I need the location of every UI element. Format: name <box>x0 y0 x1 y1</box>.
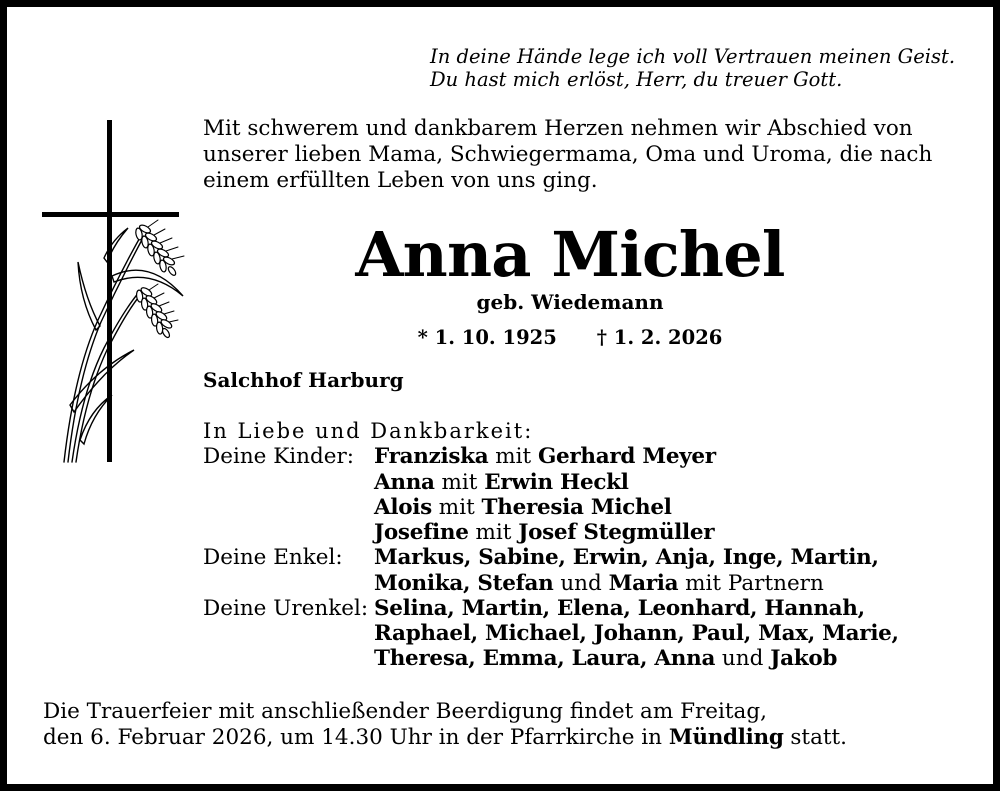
quote-line-1: In deine Hände lege ich voll Vertrauen meinen Geist. <box>430 45 956 68</box>
group-label-great-grandchildren: Deine Urenkel: <box>203 595 369 621</box>
mourner-name: Monika, Stefan <box>374 570 554 596</box>
connector-text: und <box>715 646 771 672</box>
funeral-line-2 <box>43 725 847 751</box>
children-group <box>203 444 963 545</box>
mourner-row <box>203 520 963 545</box>
mourner-row <box>203 621 963 646</box>
grandchildren-group <box>203 545 963 596</box>
funeral-text: Die Trauerfeier mit anschließender Beerdigung findet am Freitag, <box>43 699 767 724</box>
death-date: † 1. 2. 2026 <box>596 326 723 349</box>
connector-text: und <box>553 570 609 596</box>
connector-text: mit Partnern <box>678 570 824 596</box>
mourner-line <box>374 495 672 520</box>
mourner-line <box>374 646 837 671</box>
funeral-text: statt. <box>783 725 848 750</box>
cross-icon <box>42 120 179 462</box>
farewell-line-3: einem erfüllten Leben von uns ging. <box>203 168 598 193</box>
life-dates <box>160 326 980 350</box>
group-label-grandchildren: Deine Enkel: <box>203 545 343 571</box>
mourner-line <box>374 571 824 596</box>
birth-date: * 1. 10. 1925 <box>417 326 557 349</box>
group-label-children: Deine Kinder: <box>203 444 355 470</box>
mourner-name: Josefine <box>374 520 469 545</box>
mourner-name: Anna <box>374 469 435 495</box>
farewell-text <box>203 116 932 194</box>
great-grandchildren-group <box>203 596 963 672</box>
mourner-name: Theresia Michel <box>481 494 672 520</box>
mourner-row <box>203 444 963 469</box>
bible-quote <box>430 45 955 91</box>
mourner-line <box>374 520 714 545</box>
connector-text: mit <box>434 469 485 495</box>
connector-text: mit <box>431 494 482 520</box>
funeral-notice <box>43 699 847 751</box>
mourner-row <box>203 470 963 495</box>
mourner-line <box>374 470 629 495</box>
funeral-line-1 <box>43 699 847 725</box>
mourner-line <box>374 545 879 570</box>
mourner-row <box>203 571 963 596</box>
funeral-location: Mündling <box>668 725 784 750</box>
mourner-name: Raphael, Michael, Johann, Paul, Max, Marie, <box>374 621 899 646</box>
mourner-line <box>374 444 716 469</box>
mourner-row <box>203 646 963 671</box>
farewell-line-1: Mit schwerem und dankbarem Herzen nehmen wir Abschied von <box>203 116 913 141</box>
mourner-name: Gerhard Meyer <box>537 444 716 470</box>
mourner-name: Franziska <box>374 444 489 470</box>
connector-text: mit <box>468 520 519 545</box>
residence: Salchhof Harburg <box>203 368 404 392</box>
mourner-name: Markus, Sabine, Erwin, Anja, Inge, Martin, <box>374 545 879 571</box>
birth-name: geb. Wiedemann <box>476 290 664 314</box>
mourner-row <box>203 545 963 570</box>
mourner-name: Theresa, Emma, Laura, Anna <box>374 646 716 672</box>
quote-line-2: Du hast mich erlöst, Herr, du treuer Gott. <box>430 68 843 91</box>
mourners-list <box>203 419 963 672</box>
mourners-heading: In Liebe und Dankbarkeit: <box>203 419 534 443</box>
mourner-line <box>374 621 899 646</box>
deceased-name: Anna Michel <box>355 218 785 291</box>
mourner-name: Maria <box>608 570 679 596</box>
farewell-line-2: unserer lieben Mama, Schwiegermama, Oma und Uroma, die nach <box>203 142 933 167</box>
mourner-name: Alois <box>374 494 432 520</box>
mourner-row <box>203 495 963 520</box>
funeral-text: den 6. Februar 2026, um 14.30 Uhr in der Pfarrkirche in <box>43 725 669 750</box>
connector-text: mit <box>488 444 538 470</box>
mourner-name: Erwin Heckl <box>484 469 629 495</box>
mourner-line <box>374 596 865 621</box>
mourner-row <box>203 596 963 621</box>
mourner-name: Josef Stegmüller <box>518 520 715 545</box>
mourner-name: Selina, Martin, Elena, Leonhard, Hannah, <box>374 595 865 621</box>
mourner-name: Jakob <box>770 646 838 672</box>
